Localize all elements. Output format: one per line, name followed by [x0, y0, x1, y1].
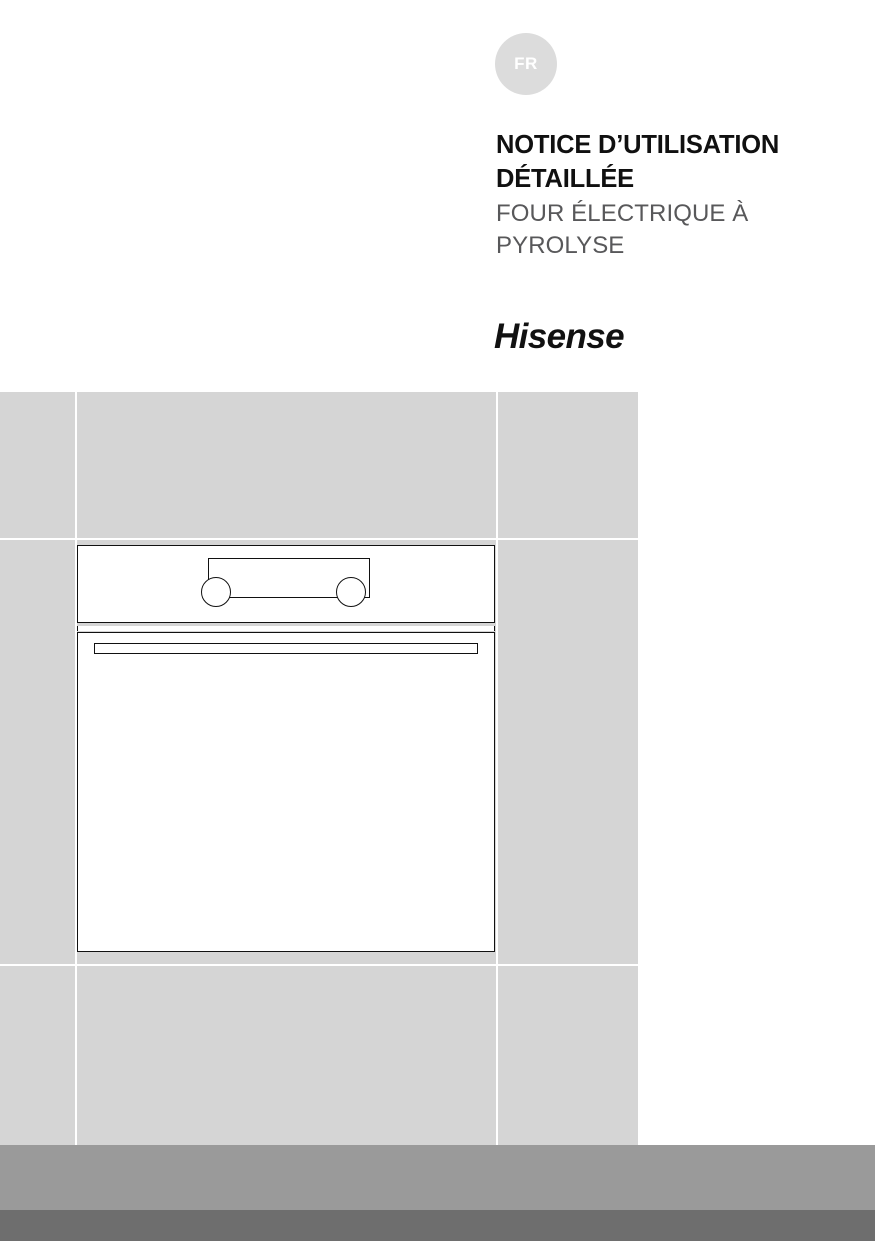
- product-illustration: [0, 392, 638, 1145]
- oven-knob-left: [201, 577, 231, 607]
- cabinet-seam-horizontal-bottom: [0, 964, 638, 966]
- page-title-line-2: DÉTAILLÉE: [496, 165, 634, 194]
- page-subtitle: [496, 198, 848, 261]
- language-badge-label: FR: [514, 54, 538, 73]
- page-title-line-1: NOTICE D’UTILISATION: [496, 131, 780, 159]
- oven-door-handle: [94, 643, 478, 654]
- brand-logo: Hisense: [494, 317, 625, 356]
- language-badge: [495, 33, 557, 95]
- page-subtitle-line-1: FOUR ÉLECTRIQUE À: [496, 200, 749, 228]
- title-block: [496, 128, 848, 262]
- cabinet-seam-horizontal-top: [0, 538, 638, 540]
- cabinet-seam-vertical-right: [496, 392, 498, 1145]
- oven-knob-right: [336, 577, 366, 607]
- footer-band-light: [0, 1145, 875, 1210]
- page-subtitle-line-2: PYROLYSE: [496, 231, 625, 259]
- oven-panel-gap: [77, 626, 495, 631]
- footer-band-dark: [0, 1210, 875, 1241]
- page-title: [496, 128, 848, 196]
- oven-door: [77, 632, 495, 952]
- oven-control-panel: [77, 545, 495, 623]
